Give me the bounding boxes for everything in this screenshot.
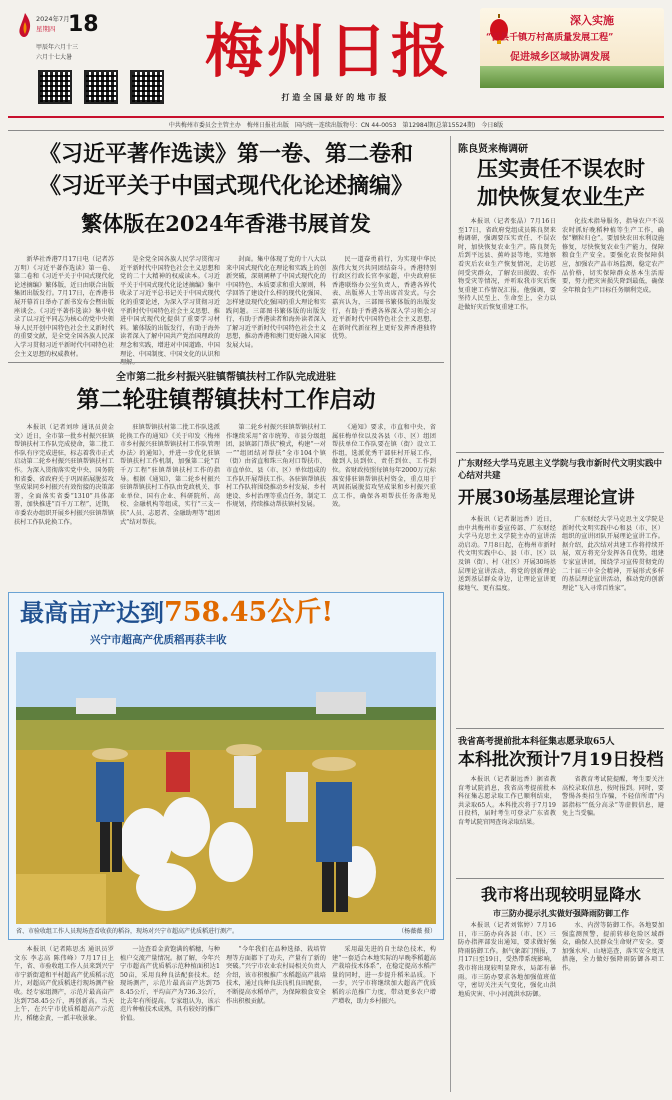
lead-rule	[8, 362, 444, 363]
rural-column-4: 《通知》要求，市直和中央、省属驻梅单位以及各县（市、区）组团帮扶单位工作队要在镇（街）设立工作组，选派优秀干部驻村开展工作，做到人员到位、责任到位、工作到位。省财政按照每镇每年2000万元标准安排驻镇帮镇扶村资金，重点用于巩固拓展脱贫攻坚成果和乡村振兴重点工作，确保各项帮扶任务落地见效。	[332, 424, 436, 509]
inspect-rule	[456, 452, 664, 453]
flame-icon	[16, 12, 34, 40]
weather-column-2: 水、内涝等防御工作。各地要加强监测预警，提前转移危险区域群众，确保人民群众生命财产安全。要加强水库、山塘巡查，落实安全度汛措施，全力做好强降雨防御各项工作。	[562, 922, 664, 972]
exam-headline: 本科批次预计7月19日投档	[458, 750, 664, 770]
rice-headline	[20, 598, 440, 628]
lead-headline-1: 《习近平著作选读》第一卷、第二卷和	[38, 141, 413, 167]
lunar-date: 甲辰年六月十三	[36, 44, 79, 51]
exam-rule	[456, 878, 664, 879]
rice-harvest-photo	[16, 652, 436, 924]
promo-bot: 促进城乡区域协调发展	[510, 52, 610, 63]
photo-credit: （杨薇薇 摄）	[398, 928, 436, 935]
rice-headline-prefix: 最高亩产达到	[20, 598, 164, 627]
newspaper-title: 梅州日报	[204, 17, 453, 85]
rural-column-1: 本报讯（记者刘珍 通讯员黄金文）近日，全市第一批乡村振兴驻镇帮镇扶村工作队完成使命，第二批工作队有序完成进驻，标志着我市正式启动第二轮乡村振兴驻镇帮镇扶村工作。为深入贯彻落实党中央、国务院和省委、省政府关于巩固拓展脱贫攻坚成果同乡村振兴有效衔接的决策部署，全面落实省委“1310”具体部署，加快推进“百千万工程”，近期，市委农办组织开展乡村振兴驻镇帮镇扶村工作队轮换工作。	[14, 424, 114, 526]
inspect-column-2: 化技术指导服务，指导农户不误农时抓好晚稻种植等生产工作，确保“颗粒归仓”。要加快农田水利设施修复，尽快恢复农业生产能力，保障粮食生产安全。要强化农资保障供应，加强农产品市场监测，稳定农产品价格，切实保障群众基本生活需要，努力把灾害损失降到最低，确保全年粮食生产目标任务顺利完成。	[562, 218, 664, 294]
rural-column-3: 第二轮乡村振兴驻镇帮镇扶村工作继续采用“省市统筹、市县分级组团、县镇部门帮扶”模式，构建“一对一”“组团结对帮扶”全市104个镇（街）由省直和珠三角对口帮扶市、市直单位、县（市、区）单位组成的工作队开展帮扶工作。各驻镇帮镇扶村工作队将围绕推动乡村发展、乡村建设、乡村治理等重点任务，制定工作规划，持续推动帮扶镇村发展。	[226, 424, 326, 509]
rice-column-1: 本报讯（记者陈思杰 通讯员罗文东 李志高 陈伟峰）7月17日上午，省、市验收组工作人员来到兴宁市宁新街道和平村超高产优质稻示范片，对超高产优质稻进行现场测产验收。经专家组测产，示范片最高亩产达到758.45公斤，再创新高。当天上午，在兴宁市优质稻超高产示范片，稻穗金黄，一派丰收景象。	[14, 946, 114, 1022]
lecture-column-2: 广东财经大学马克思主义学院是新时代文明实践中心和县（市、区）组织的宣讲团队开展理论宣讲工作。据介绍，此次结对共建工作将持续开展，双方将充分发挥各自优势，组建专家宣讲团，围绕学习宣传贯彻党的二十届三中全会精神，开展形式多样的基层理论宣讲活动，推动党的创新理论“飞入寻常百姓家”。	[562, 516, 664, 592]
weather-subhead: 市三防办提示扎实做好强降雨防御工作	[493, 908, 629, 918]
lead-column-3: 封面。集中体现了党的十八大以来中国式现代化在理论和实践上的创新突破，深刻阐释了中国式现代化的中国特色、本质要求和重大原则，科学回答了建设什么样的现代化强国、怎样建设现代化强国的重大理论和实践问题。三部图书繁体版的出版发行，有助于香港读者和海外读者深入了解习近平新时代中国特色社会主义思想，推动香港和澳门更好融入国家发展大局。	[226, 256, 326, 349]
lead-headline-3: 繁体版在2024年香港书展首发	[81, 211, 371, 236]
weather-column-1: 本报讯（记者刘铭婷）7月16日，市三防办向各县（市、区）三防办指挥部发出通知，要求做好强降雨防御工作。据气象部门预报，7月17日至19日，受热带系统影响，我市将出现较明显降水，局部有暴雨。市三防办要求各地加强值班值守，密切关注天气变化，强化山洪地质灾害、中小河流洪水防御。	[458, 922, 556, 998]
date-year-month: 2024年7月	[36, 15, 70, 23]
exam-column-1: 本报讯（记者谢远香）据省教育考试院消息，我省高考提前批本科征集志愿录取工作已顺利结束，共录取65人。本科批次将于7月19日投档，届时考生可登录广东省教育考试院官网查询录取结果。	[458, 776, 556, 826]
info-rule	[8, 130, 664, 131]
masthead	[8, 8, 664, 114]
lecture-rule	[456, 728, 664, 729]
inspect-headline-1: 压实责任不误农时	[477, 156, 645, 181]
rice-headline-value: 758.45公斤!	[164, 597, 334, 628]
lecture-column-1: 本报讯（记者谢远香）近日，由中共梅州市委宣传部、广东财经大学马克思主义学院主办的宣讲活动启动。7月8日起，在梅州市新时代文明实践中心、县（市、区）以及镇（街）、村（社区）开展30场基层理论宣讲活动，将党的创新理论送到基层群众身边，让理论宣讲更接地气、更有温度。	[458, 516, 556, 592]
inspect-headline-2: 加快恢复农业生产	[477, 184, 645, 209]
promo-mid: “百县千镇万村高质量发展工程”	[486, 33, 614, 43]
rural-kicker: 全市第二批乡村振兴驻镇帮镇扶村工作队完成进驻	[116, 372, 336, 383]
weather-headline: 我市将出现较明显降水	[480, 885, 641, 904]
rural-column-2: 驻镇帮镇扶村第二批工作队选派轮换工作的通知》《关于印发〈梅州市乡村振兴驻镇帮镇扶村工作队管理办法〉的通知》，并进一步优化驻镇帮镇扶村工作机制，加强第二轮“百千万工程”驻镇帮镇扶村工作的指导。根据《通知》，第二轮乡村振兴驻镇帮镇扶村工作队由党政机关、事业单位、国有企业、科研院所、高校、金融机构等组成，实行“三支一扶”人员、志愿者、金融助理等“组团式”结对帮扶。	[120, 424, 220, 526]
exam-column-2: 省教育考试院提醒，考生要关注高校录取信息，按时报到。同时，要警惕各类招生诈骗，不轻信所谓“内部指标”“低分高录”等虚假信息，避免上当受骗。	[562, 776, 664, 818]
lead-column-4: 民一道奋勇前行，为实现中华民族伟大复兴共同团结奋斗。香港特别行政区行政长官李家超，中央政府驻香港联络办公室负责人，香港各界代表、出版界人士等出席首发式。与会嘉宾认为，三部图书繁体版的出版发行，有助于香港各界深入学习领会习近平新时代中国特色社会主义思想，在新时代新征程上更好发挥香港独特优势。	[332, 256, 436, 341]
lecture-headline: 开展30场基层理论宣讲	[458, 488, 635, 508]
promo-box	[480, 8, 664, 88]
qr-code-1	[38, 70, 72, 104]
date-box	[16, 12, 99, 72]
solar-term: 六月十七大暑	[36, 54, 73, 61]
rice-column-2: 一边查看金黄饱满的稻穗，与种植户交流产量情况。据了解，今年兴宁市超高产优质稻示范种植面积达150亩，采用良种良法配套技术。经现场测产，示范片最高亩产达到758.45公斤，平均亩产为736.3公斤，比去年有所提高。专家组认为，该示范片种植技术成熟，具有较好的推广价值。	[120, 946, 220, 1022]
inspect-column-1: 本报讯（记者张晶）7月16日至17日，省政府党组成员陈良贤来梅调研，强调要压实责任、不误农时，加快恢复农业生产。陈良贤先后到平远县、蕉岭县等地，实地察看灾后农业生产恢复情况，走访慰问受灾群众，了解农田损毁、农作物受灾等情况，并听取我市灾后恢复重建工作情况汇报。他强调，要坚持人民至上、生命至上，全力以赴做好灾后恢复重建工作。	[458, 218, 556, 311]
rice-subhead: 兴宁市超高产优质稻再获丰收	[90, 634, 227, 646]
rural-headline: 第二轮驻镇帮镇扶村工作启动	[76, 386, 376, 413]
main-column-divider	[450, 136, 451, 1092]
lead-headline-2: 《习近平关于中国式现代化论述摘编》	[38, 173, 413, 199]
rice-column-4: 采用最先进的自主绿色技术，构建“一套适合本地实际的早晚季稻超高产栽培技术体系”，在稳定提高水稻产量的同时，进一步提升稻米品质。下一步，兴宁市将继续加大超高产优质稻的示范推广力度，带动更多农户增产增收，助力乡村振兴。	[332, 946, 436, 1005]
photo-caption-text: 省、市验收组工作人员现场查看收获的稻谷，现场对兴宁市超高产优质稻进行测产。	[16, 928, 239, 935]
lead-column-1: 新华社香港7月17日电（记者苏万明）《习近平著作选读》第一卷、第二卷和《习近平关于中国式现代化论述摘编》繁体版，近日由联合出版集团出版发行。7月17日，在香港书展开幕首日举办了新书发布会暨出版座谈会。《习近平著作选读》集中收录了以习近平同志为核心的党中央领导人民开创中国特色社会主义新时代的重要文献，是全党全国各族人民深入学习贯彻习近平新时代中国特色社会主义思想的权威教材。	[14, 256, 114, 358]
lecture-kicker: 广东财经大学马克思主义学院与我市新时代文明实践中心结对共建	[458, 459, 663, 481]
masthead-rule	[8, 116, 664, 118]
date-day: 18	[68, 12, 99, 37]
promo-landscape	[480, 66, 664, 88]
exam-kicker: 我省高考提前批本科征集志愿录取65人	[458, 737, 615, 747]
rice-column-3: “今年我们在品种选择、栽培管理等方面都下了功夫，产量有了新的突破。”兴宁市农业农村局相关负责人介绍，该市积极推广水稻超高产栽培技术，通过良种良法良机良田配套，不断提高水稻单产，为保障粮食安全作出积极贡献。	[226, 946, 326, 1005]
promo-top: 深入实施	[570, 14, 614, 27]
qr-code-2	[84, 70, 118, 104]
publication-info: 中共梅州市委员会主管主办 梅州日报社出版 国内统一连续出版物号：CN 44-0053 第12984期(总第15524期) 今日8版	[168, 122, 504, 129]
date-weekday: 星期四	[36, 25, 56, 33]
inspect-kicker: 陈良贤来梅调研	[458, 144, 528, 155]
photo-caption	[16, 926, 436, 935]
lead-column-2: 是全党全国各族人民学习贯彻习近平新时代中国特色社会主义思想和党的二十大精神的权威读本。《习近平关于中国式现代化论述摘编》集中收录了习近平总书记关于中国式现代化的重要论述，为深入学习贯彻习近平新时代中国特色社会主义思想、推进中国式现代化提供了重要学习材料。繁体版的出版发行，有助于海外读者深入了解中国共产党治国理政的理念和实践，增进对中国道路、中国理论、中国制度、中国文化的认识和	[120, 256, 220, 358]
qr-code-3	[130, 70, 164, 104]
slogan: 打 造 全 国 最 好 的 地 市 报	[281, 93, 387, 102]
